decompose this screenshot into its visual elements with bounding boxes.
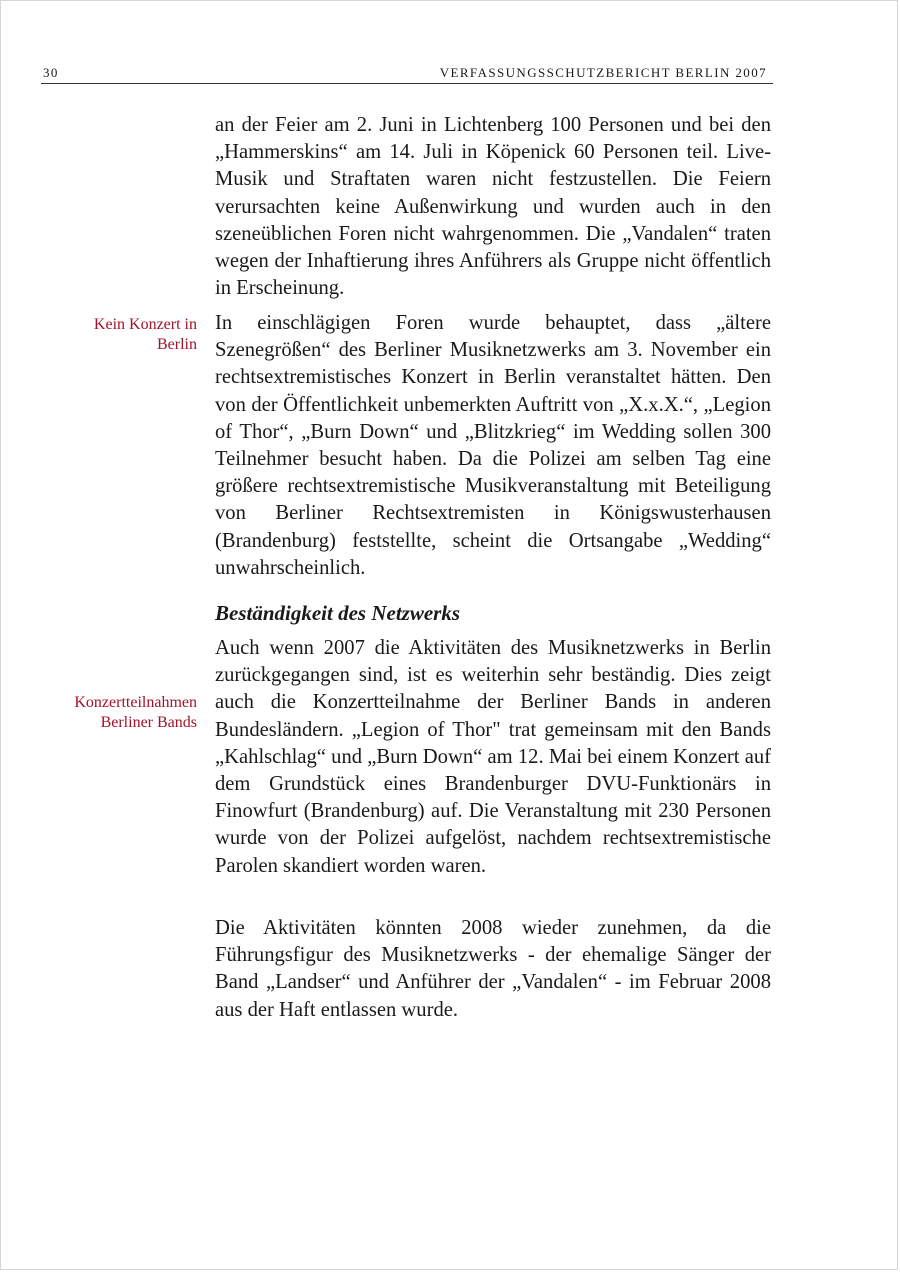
paragraph-text: an der Feier am 2. Juni in Lichtenberg 100 Personen und bei den „Hammerskins“ am 14. Juli in Köpenick 60 Personen teil. Live-Musik und Straftaten waren nicht festzustellen. Die Feiern verursachten keine Außenwirkung und wurden auch in den szeneüblichen Foren nicht wahrgenommen. Die „Vandalen“ traten wegen der Inhaftierung ihres Anführers als Gruppe nicht öffentlich in Erscheinung.: [215, 114, 771, 300]
margin-note-line: Berlin: [157, 336, 197, 353]
paragraph-text: In einschlägigen Foren wurde behauptet, dass „ältere Szenegrößen“ des Berliner Musiknetzwerks am 3. November ein rechtsextremistisches Konzert in Berlin veranstaltet hätten. Den von der Öffentlichkeit unbemerkten Auftritt von „X.x.X.“, „Legion of Thor“, „Burn Down“ und „Blitzkrieg“ im Wedding sollen 300 Teilnehmer besucht haben. Da die Polizei am selben Tag eine größere rechtsextremistische Musikveranstaltung mit Beteiligung von Berliner Rechtsextremisten in Königswusterhausen (Brandenburg) feststellte, scheint die Ortsangabe „Wedding“ unwahrscheinlich.: [215, 312, 771, 579]
margin-note-kein-konzert: [41, 315, 197, 355]
paragraph-4: [215, 915, 771, 1024]
margin-note-line: Kein Konzert in: [93, 316, 197, 333]
margin-note-line: Berliner Bands: [100, 714, 197, 731]
paragraph-3: [215, 635, 771, 880]
paragraph-text: Auch wenn 2007 die Aktivitäten des Musiknetzwerks in Berlin zurückgegangen sind, ist es weiterhin sehr beständig. Dies zeigt auch die Konzertteilnahme der Berliner Bands in anderen Bundesländern. „Legion of Thor" trat gemeinsam mit den Bands „Kahlschlag“ und „Burn Down“ am 12. Mai bei einem Konzert auf dem Grundstück eines Brandenburger DVU-Funktionärs in Finowfurt (Brandenburg) auf. Die Veranstaltung mit 230 Personen wurde von der Polizei aufgelöst, nachdem rechtsextremistische Parolen skandiert worden waren.: [215, 637, 771, 877]
page-number: 30: [43, 65, 59, 80]
page-header: [41, 63, 773, 84]
running-title: VERFASSUNGSSCHUTZBERICHT BERLIN 2007: [439, 65, 767, 80]
section-heading: Beständigkeit des Netzwerks: [215, 601, 460, 625]
paragraph-2: [215, 310, 771, 582]
margin-note-konzertteilnahmen: [41, 693, 197, 733]
paragraph-1: [215, 112, 771, 302]
margin-note-line: Konzertteilnahmen: [74, 694, 197, 711]
paragraph-text: Die Aktivitäten könnten 2008 wieder zunehmen, da die Führungsfigur des Musiknetzwerks - der ehemalige Sänger der Band „Landser“ und Anführer der „Vandalen“ - im Februar 2008 aus der Haft entlassen wurde.: [215, 917, 771, 1021]
